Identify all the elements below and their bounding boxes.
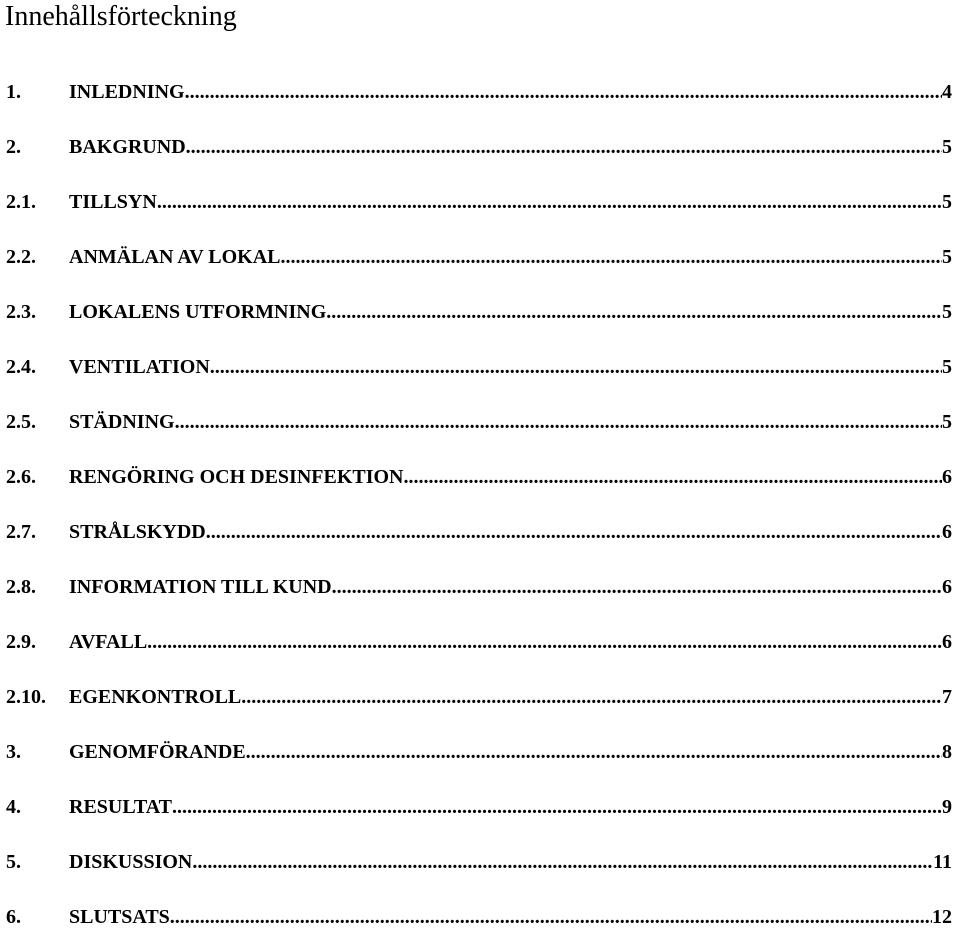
toc-entry-inledning[interactable] [0,64,960,119]
toc-dot-leader [192,850,933,874]
toc-entry-label[interactable]: STRÅLSKYDD [69,521,206,543]
toc-entry-label[interactable]: SLUTSATS [69,906,170,928]
toc-entry-line [69,355,952,379]
toc-entry-line [69,520,952,544]
toc-entry-label[interactable]: BAKGRUND [69,136,186,158]
toc-dot-leader [332,575,942,599]
toc-entry-page[interactable]: 5 [942,246,952,268]
toc-entry-slutsats[interactable] [0,889,960,944]
toc-entry-line [69,905,952,929]
toc-entry-line [69,80,952,104]
toc-entry-line [69,135,952,159]
toc-entry-rengoring-och-desinfektion[interactable] [0,449,960,504]
toc-entry-number: 5. [6,851,21,873]
toc-entry-label[interactable]: RENGÖRING OCH DESINFEKTION [69,466,404,488]
toc-entry-tillsyn[interactable] [0,174,960,229]
toc-entry-number: 2.4. [6,356,36,378]
toc-entry-line [69,685,952,709]
toc-entry-resultat[interactable] [0,779,960,834]
toc-entry-line [69,630,952,654]
toc-entry-stralskydd[interactable] [0,504,960,559]
toc-entry-lokalens-utformning[interactable] [0,284,960,339]
toc-dot-leader [246,740,942,764]
toc-entry-line [69,850,952,874]
toc-entry-genomforande[interactable] [0,724,960,779]
toc-entry-number: 2. [6,136,21,158]
toc-entry-anmalan-av-lokal[interactable] [0,229,960,284]
toc-entry-label[interactable]: INFORMATION TILL KUND [69,576,332,598]
toc-entry-bakgrund[interactable] [0,119,960,174]
toc-entry-page[interactable]: 9 [942,796,952,818]
toc-entry-page[interactable]: 7 [942,686,952,708]
toc-entry-label[interactable]: INLEDNING [69,81,185,103]
toc-entry-page[interactable]: 11 [933,851,952,873]
toc-entry-page[interactable]: 4 [942,81,952,103]
toc-entry-line [69,465,952,489]
toc-entry-number: 2.9. [6,631,36,653]
toc-dot-leader [241,685,942,709]
toc-entry-label[interactable]: STÄDNING [69,411,175,433]
toc-entry-number: 4. [6,796,21,818]
toc-entry-label[interactable]: LOKALENS UTFORMNING [69,301,327,323]
toc-entry-number: 1. [6,81,21,103]
toc-entry-label[interactable]: DISKUSSION [69,851,193,873]
toc-entry-label[interactable]: RESULTAT [69,796,173,818]
toc-dot-leader [170,905,932,929]
toc-entry-stadning[interactable] [0,394,960,449]
toc-entry-egenkontroll[interactable] [0,669,960,724]
toc-entry-label[interactable]: GENOMFÖRANDE [69,741,246,763]
toc-entry-page[interactable]: 6 [942,521,952,543]
toc-entry-label[interactable]: EGENKONTROLL [69,686,242,708]
toc-dot-leader [281,245,942,269]
toc-entry-page[interactable]: 5 [942,411,952,433]
toc-entry-number: 2.8. [6,576,36,598]
toc-dot-leader [210,355,942,379]
toc-entry-number: 2.10. [6,686,46,708]
page-title: Innehållsförteckning [5,1,237,32]
toc-entry-page[interactable]: 6 [942,466,952,488]
toc-dot-leader [172,795,942,819]
toc-entry-number: 3. [6,741,21,763]
toc-entry-information-till-kund[interactable] [0,559,960,614]
toc-entry-line [69,575,952,599]
toc-entry-avfall[interactable] [0,614,960,669]
toc-entry-number: 2.6. [6,466,36,488]
toc-entry-number: 2.2. [6,246,36,268]
toc-dot-leader [157,190,942,214]
toc-entry-page[interactable]: 12 [932,906,952,928]
toc-entry-line [69,795,952,819]
toc-dot-leader [175,410,942,434]
toc-entry-label[interactable]: ANMÄLAN AV LOKAL [69,246,281,268]
toc-entry-line [69,300,952,324]
toc-dot-leader [326,300,942,324]
toc-dot-leader [186,135,942,159]
toc-entry-diskussion[interactable] [0,834,960,889]
toc-entry-label[interactable]: AVFALL [69,631,148,653]
toc-entry-page[interactable]: 5 [942,356,952,378]
toc-entry-page[interactable]: 6 [942,576,952,598]
toc-entry-line [69,740,952,764]
toc-entry-page[interactable]: 8 [942,741,952,763]
toc-entry-page[interactable]: 5 [942,301,952,323]
toc-entry-label[interactable]: VENTILATION [69,356,210,378]
toc-dot-leader [404,465,943,489]
toc-entry-page[interactable]: 5 [942,191,952,213]
toc-dot-leader [147,630,942,654]
toc-entry-number: 2.3. [6,301,36,323]
toc-entry-line [69,190,952,214]
toc-entry-line [69,410,952,434]
toc-dot-leader [185,80,942,104]
toc-entry-page[interactable]: 5 [942,136,952,158]
toc-entry-number: 2.5. [6,411,36,433]
toc-dot-leader [206,520,942,544]
toc-entry-number: 2.7. [6,521,36,543]
toc-entry-page[interactable]: 6 [942,631,952,653]
toc-entry-label[interactable]: TILLSYN [69,191,157,213]
toc-entry-line [69,245,952,269]
table-of-contents [0,64,960,944]
toc-entry-number: 6. [6,906,21,928]
toc-entry-ventilation[interactable] [0,339,960,394]
toc-entry-number: 2.1. [6,191,36,213]
